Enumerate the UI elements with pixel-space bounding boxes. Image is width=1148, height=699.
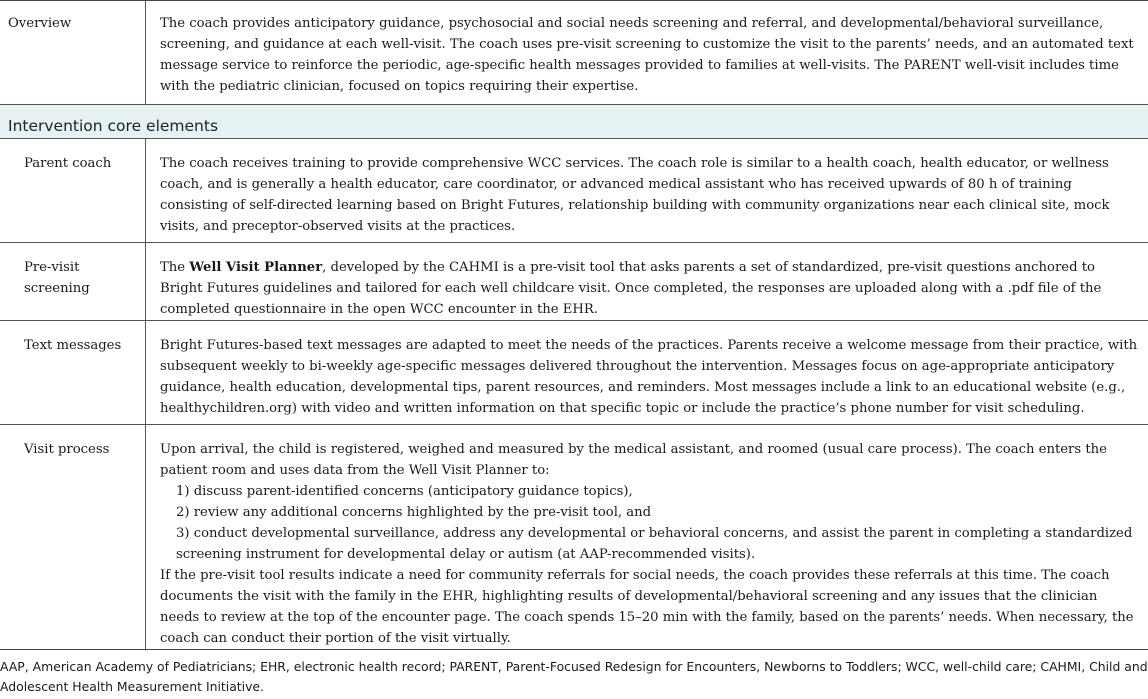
visit-step-3: 3) conduct developmental surveillance, address any developmental or behavioral concerns, and assist the parent in completing a standardized screening instrument for developmental delay or autism (at AAP-recommended visits). xyxy=(176,526,1133,562)
row-label-pre-visit-screening: Pre-visit screening xyxy=(0,243,146,320)
overview-text: The coach provides anticipatory guidance, psychosocial and social needs screening and referral, and developmental/behavioral surveillance, screening, and guidance at each well-visit. The coach uses pre-visit screening to customize the visit to the parents’ needs, and an automated text message service to reinforce the periodic, age-specific health messages provided to families at well-visits. The PARENT well-visit includes time with the pediatric clinician, focused on topics requiring their expertise. xyxy=(160,16,1134,94)
overview-row xyxy=(0,0,1148,105)
pre-visit-screening-text xyxy=(146,243,1148,320)
row-label-parent-coach: Parent coach xyxy=(0,139,146,242)
section-header-core-elements: Intervention core elements xyxy=(0,105,1148,139)
text-messages-row xyxy=(0,321,1148,425)
row-label-text-messages: Text messages xyxy=(0,321,146,424)
visit-process-outro: If the pre-visit tool results indicate a need for community referrals for social needs, the coach provides these referrals at this time. The coach documents the visit with the family in the EHR, highlighting results of developmental/behavioral screening and any issues that the clinician needs to review at the top of the encounter page. The coach spends 15–20 min with the family, based on the parents’ needs. When necessary, the coach can conduct their portion of the visit virtually. xyxy=(160,568,1134,646)
visit-step-2: 2) review any additional concerns highlighted by the pre-visit tool, and xyxy=(176,505,652,520)
row-label-visit-process: Visit process xyxy=(0,425,146,649)
pre-visit-screening-row xyxy=(0,243,1148,321)
row-label-overview: Overview xyxy=(0,1,146,104)
pre-visit-text-rest: , developed by the CAHMI is a pre-visit tool that asks parents a set of standardized, pre-visit questions anchored to Bright Futures guidelines and tailored for each well childcare visit. Once completed, the responses are uploaded along with a .pdf file of the completed questionnaire in the open WCC encounter in the EHR. xyxy=(160,260,1102,317)
table-footnote: AAP, American Academy of Pediatricians; EHR, electronic health record; PARENT, Parent-Focused Redesign for Encounters, Newborns to Toddlers; WCC, well-child care; CAHMI, Child and Adolescent Health Measurement Initiative. xyxy=(0,659,1148,694)
parent-coach-text: The coach receives training to provide comprehensive WCC services. The coach role is similar to a health coach, health educator, or wellness coach, and is generally a health educator, care coordinator, or advanced medical assistant who has received upwards of 80 h of training consisting of self-directed learning based on Bright Futures, relationship building with community organizations near each clinical site, mock visits, and preceptor-observed visits at the practices. xyxy=(160,156,1110,234)
text-messages-text: Bright Futures-based text messages are adapted to meet the needs of the practices. Parents receive a welcome message from their practice, with subsequent weekly to bi-weekly age-specific messages delivered throughout the intervention. Messages focus on age-appropriate anticipatory guidance, health education, developmental tips, parent resources, and reminders. Most messages include a link to an educational website (e.g., healthychildren.org) with video and written information on that specific topic or include the practice’s phone number for visit scheduling. xyxy=(160,338,1138,416)
visit-process-row xyxy=(0,425,1148,650)
parent-coach-row xyxy=(0,139,1148,243)
pre-visit-text-start: The xyxy=(160,260,190,275)
visit-process-intro: Upon arrival, the child is registered, weighed and measured by the medical assistant, and roomed (usual care process). The coach enters the patient room and uses data from the Well Visit Planner to: xyxy=(160,442,1107,478)
visit-step-1: 1) discuss parent-identified concerns (anticipatory guidance topics), xyxy=(176,484,633,499)
visit-process-text xyxy=(146,425,1148,649)
well-visit-planner-term: Well Visit Planner xyxy=(189,260,323,275)
